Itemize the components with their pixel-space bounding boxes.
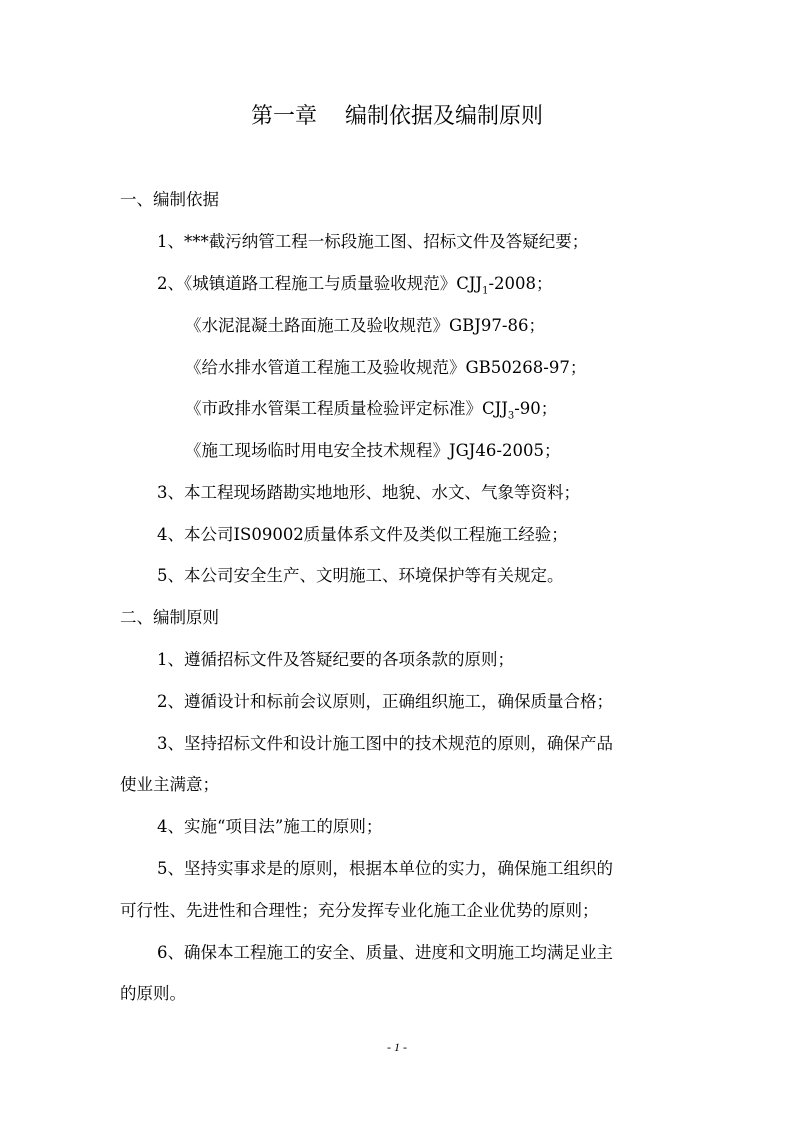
basis-item-2: 2、《城镇道路工程施工与质量验收规范》$CJJ_1-2008$； [157,274,553,297]
basis-item-2d: 《市政排水管渠工程质量检验评定标准》$CJJ_3-90$； [185,399,558,422]
basis-item-4: 4、本公司IS09002质量体系文件及类似工程施工经验； [157,525,568,544]
principle-item-3-cont: 使业主满意； [120,775,219,794]
chapter-title [0,101,794,133]
principle-item-3: 3、坚持招标文件和设计施工图中的技术规范的原则，确保产品 [157,734,613,753]
basis-item-2b: 《水泥混凝土路面施工及验收规范》GBJ97-86； [185,316,545,335]
basis-item-3: 3、本工程现场踏勘实地地形、地貌、水文、气象等资料； [157,483,580,502]
principle-item-4: 4、实施“项目法”施工的原则； [157,817,383,836]
principle-item-1: 1、遵循招标文件及答疑纪要的各项条款的原则； [157,650,514,669]
chapter-number: 第一章 [250,104,317,129]
basis-item-2e: 《施工现场临时用电安全技术规程》JGJ46-2005； [185,441,561,460]
basis-item-1: 1、***截污纳管工程一标段施工图、招标文件及答疑纪要； [157,232,589,251]
chapter-name: 编制依据及编制原则 [345,104,544,129]
basis-item-2c: 《给水排水管道工程施工及验收规范》GB50268-97； [185,358,587,377]
section-heading-principles: 二、编制原则 [120,608,219,627]
principle-item-2: 2、遵循设计和标前会议原则，正确组织施工，确保质量合格； [157,692,613,711]
basis-item-5: 5、本公司安全生产、文明施工、环境保护等有关规定。 [157,566,564,585]
principle-item-6-cont: 的原则。 [120,984,186,1003]
principle-item-6: 6、确保本工程施工的安全、质量、进度和文明施工均满足业主 [157,943,613,962]
principle-item-5-cont: 可行性、先进性和合理性；充分发挥专业化施工企业优势的原则； [120,901,599,920]
section-heading-basis: 一、编制依据 [120,190,219,209]
page-number: - 1 - [387,1040,407,1054]
principle-item-5: 5、坚持实事求是的原则，根据本单位的实力，确保施工组织的 [157,859,613,878]
